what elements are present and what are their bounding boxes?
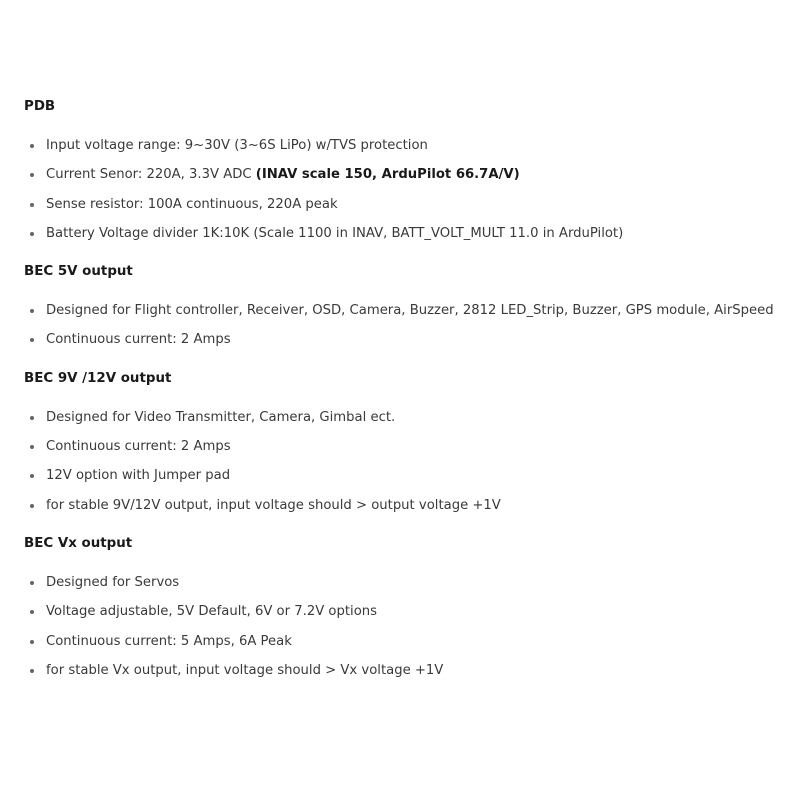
list-item [24,597,794,626]
bullet-list [24,568,794,685]
list-item-text: Current Senor: 220A, 3.3V ADC [46,167,256,183]
list-item-text: for stable Vx output, input voltage should > Vx voltage +1V [46,662,444,678]
bullet-icon [30,309,34,313]
bullet-icon [30,416,34,420]
bullet-icon [30,669,34,673]
list-item-text: Continuous current: 2 Amps [46,332,231,348]
list-item [24,656,794,685]
bullet-list [24,296,794,355]
section-title: BEC 9V /12V output [24,370,172,386]
list-item-text: 12V option with Jumper pad [46,468,231,484]
list-item [24,296,794,325]
bullet-icon [30,338,34,342]
list-item [24,461,794,490]
list-item-emphasis: (INAV scale 150, ArduPilot 66.7A/V) [255,167,520,183]
list-item-text: Continuous current: 5 Amps, 6A Peak [46,633,292,649]
bullet-icon [30,581,34,585]
list-item-text: Designed for Servos [46,574,180,590]
list-item [24,432,794,461]
bullet-list [24,403,794,520]
bullet-icon [30,173,34,177]
section-title: BEC 5V output [24,264,133,280]
list-item-text: Input voltage range: 9~30V (3~6S LiPo) w/TVS protection [46,138,428,153]
list-item-text: Designed for Video Transmitter, Camera, Gimbal ect. [46,409,396,425]
list-item [24,403,794,432]
section-title: PDB [24,99,56,114]
list-item [24,160,794,189]
bullet-list [24,131,794,248]
list-item-text: Sense resistor: 100A continuous, 220A peak [46,196,338,212]
list-item-text: for stable 9V/12V output, input voltage should > output voltage +1V [46,497,501,513]
bullet-icon [30,474,34,478]
bullet-icon [30,640,34,644]
bullet-icon [30,610,34,614]
bullet-icon [30,445,34,449]
bullet-icon [30,203,34,207]
list-item-text: Continuous current: 2 Amps [46,439,231,455]
list-item [24,627,794,656]
list-item-text: Battery Voltage divider 1K:10K (Scale 1100 in INAV, BATT_VOLT_MULT 11.0 in ArduPilot) [46,225,624,241]
bullet-icon [30,232,34,236]
bullet-icon [30,144,34,148]
spec-document [24,97,794,699]
list-item [24,325,794,354]
list-item [24,491,794,520]
section-title: BEC Vx output [24,535,133,551]
list-item-text: Voltage adjustable, 5V Default, 6V or 7.2V options [46,604,378,620]
list-item [24,568,794,597]
list-item [24,219,794,248]
list-item [24,131,794,160]
list-item [24,190,794,219]
bullet-icon [30,504,34,508]
list-item-text: Designed for Flight controller, Receiver, OSD, Camera, Buzzer, 2812 LED_Strip, Buzzer, GPS module, AirSpeed [46,303,774,319]
